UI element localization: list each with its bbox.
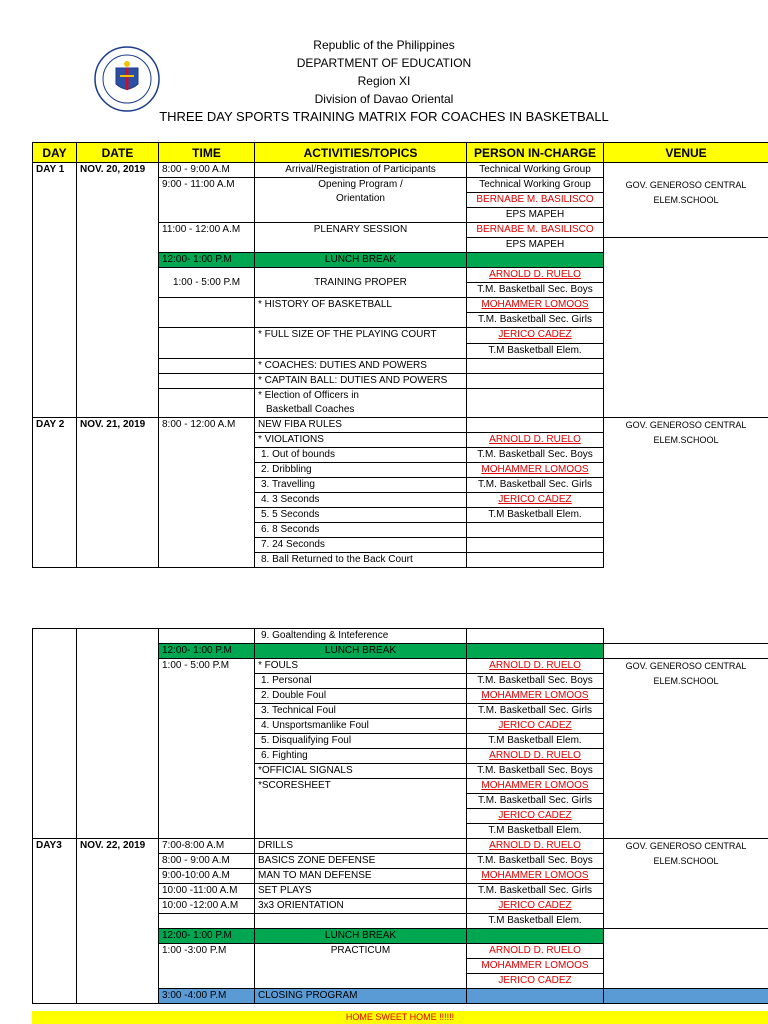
activity-cell (255, 914, 467, 929)
date-cell: NOV. 21, 2019 (77, 418, 159, 568)
time-cell: 7:00-8:00 A.M (159, 839, 255, 854)
region-line: Region XI (357, 74, 411, 88)
person-cell: T.M Basketball Elem. (467, 508, 604, 523)
person-cell (467, 989, 604, 1004)
activity-cell: 6. 8 Seconds (255, 523, 467, 538)
day-cell: DAY 2 (33, 418, 77, 568)
person-cell: BERNABE M. BASILISCO (467, 193, 604, 208)
activity-cell: 2. Double Foul (255, 689, 467, 704)
person-cell: T.M. Basketball Sec. Girls (467, 794, 604, 809)
person-cell: MOHAMMER LOMOOS (467, 298, 604, 313)
activity-cell: 3. Travelling (255, 478, 467, 493)
col-day: DAY (33, 143, 77, 163)
person-cell: T.M. Basketball Sec. Boys (467, 674, 604, 689)
day-cell (33, 629, 77, 839)
person-cell (467, 389, 604, 418)
table-row (33, 163, 768, 178)
activity-line: Opening Program / (318, 179, 403, 190)
time-cell: 12:00- 1:00 P.M (159, 253, 255, 268)
activity-cell: * CAPTAIN BALL: DUTIES AND POWERS (255, 374, 467, 389)
time-cell: 8:00 - 12:00 A.M (159, 418, 255, 568)
footer-banner: HOME SWEET HOME !!!!!! (32, 1011, 768, 1024)
time-cell (159, 328, 255, 359)
time-cell: 1:00 -3:00 P.M (159, 944, 255, 989)
person-cell: T.M. Basketball Sec. Boys (467, 854, 604, 869)
venue-cell (604, 839, 768, 929)
venue-line: ELEM.SCHOOL (653, 435, 719, 445)
activity-cell: SET PLAYS (255, 884, 467, 899)
document-header (0, 36, 768, 126)
person-cell: EPS MAPEH (467, 208, 604, 223)
venue-cell (604, 659, 768, 839)
activity-cell: 8. Ball Returned to the Back Court (255, 553, 467, 568)
person-cell (467, 523, 604, 538)
person-cell (467, 374, 604, 389)
activity-cell: *OFFICIAL SIGNALS (255, 764, 467, 779)
time-cell: 8:00 - 9:00 A.M (159, 854, 255, 869)
time-cell: 10:00 -11:00 A.M (159, 884, 255, 899)
person-cell: MOHAMMER LOMOOS (467, 463, 604, 478)
activity-cell: 6. Fighting (255, 749, 467, 764)
time-cell (159, 298, 255, 328)
venue-cell (604, 989, 768, 1004)
person-cell (467, 359, 604, 374)
training-matrix-table-page1 (32, 142, 768, 568)
person-cell: ARNOLD D. RUELO (467, 659, 604, 674)
time-cell: 10:00 -12:00 A.M (159, 899, 255, 914)
time-cell: 11:00 - 12:00 A.M (159, 223, 255, 253)
person-cell: MOHAMMER LOMOOS (467, 959, 604, 974)
venue-line: GOV. GENEROSO CENTRAL (625, 420, 747, 430)
venue-line: ELEM.SCHOOL (653, 676, 719, 686)
activity-cell: NEW FIBA RULES (255, 418, 467, 433)
venue-line: ELEM.SCHOOL (653, 194, 719, 205)
col-person: PERSON IN-CHARGE (467, 143, 604, 163)
person-cell: T.M. Basketball Sec. Girls (467, 704, 604, 719)
activity-cell: *SCORESHEET (255, 779, 467, 839)
time-cell: 8:00 - 9:00 A.M (159, 163, 255, 178)
document-title: THREE DAY SPORTS TRAINING MATRIX FOR COACHES IN BASKETBALL (159, 109, 609, 124)
activity-cell: TRAINING PROPER (255, 268, 467, 298)
activity-cell: 5. Disqualifying Foul (255, 734, 467, 749)
time-cell: 12:00- 1:00 P.M (159, 644, 255, 659)
activity-cell: 3x3 ORIENTATION (255, 899, 467, 914)
time-cell (159, 389, 255, 418)
activity-cell: 5. 5 Seconds (255, 508, 467, 523)
person-cell: Technical Working Group (467, 163, 604, 178)
table-row (33, 629, 768, 644)
activity-cell: 1. Personal (255, 674, 467, 689)
day-cell: DAY 1 (33, 163, 77, 418)
person-cell (467, 418, 604, 433)
activity-cell: 1. Out of bounds (255, 448, 467, 463)
person-cell: T.M. Basketball Sec. Boys (467, 283, 604, 298)
col-date: DATE (77, 143, 159, 163)
time-cell: 1:00 - 5:00 P.M (159, 659, 255, 839)
person-cell: ARNOLD D. RUELO (467, 268, 604, 283)
time-cell: 3:00 -4:00 P.M (159, 989, 255, 1004)
venue-line: GOV. GENEROSO CENTRAL (625, 841, 747, 851)
training-matrix-table-page2 (32, 628, 768, 1004)
person-cell: T.M. Basketball Sec. Girls (467, 478, 604, 493)
venue-line: GOV. GENEROSO CENTRAL (625, 179, 747, 190)
person-cell: JERICO CADEZ (467, 493, 604, 508)
time-cell: 9:00-10:00 A.M (159, 869, 255, 884)
person-cell: BERNABE M. BASILISCO (467, 223, 604, 238)
activity-cell: MAN TO MAN DEFENSE (255, 869, 467, 884)
republic-line: Republic of the Philippines (313, 38, 455, 52)
time-cell: 12:00- 1:00 P.M (159, 929, 255, 944)
activity-cell: PLENARY SESSION (255, 223, 467, 253)
person-cell: ARNOLD D. RUELO (467, 839, 604, 854)
person-cell: T.M Basketball Elem. (467, 734, 604, 749)
person-cell: MOHAMMER LOMOOS (467, 779, 604, 794)
department-line: DEPARTMENT OF EDUCATION (296, 56, 472, 70)
activity-cell: * VIOLATIONS (255, 433, 467, 448)
table-row (33, 839, 768, 854)
time-cell: 1:00 - 5:00 P.M (159, 268, 255, 298)
activity-cell: * FULL SIZE OF THE PLAYING COURT (255, 328, 467, 359)
activity-cell (255, 178, 467, 223)
person-cell: ARNOLD D. RUELO (467, 944, 604, 959)
person-cell: Technical Working Group (467, 178, 604, 193)
activity-cell: 2. Dribbling (255, 463, 467, 478)
activity-cell: BASICS ZONE DEFENSE (255, 854, 467, 869)
person-cell (467, 553, 604, 568)
activity-cell: * HISTORY OF BASKETBALL (255, 298, 467, 328)
person-cell: ARNOLD D. RUELO (467, 433, 604, 448)
person-cell: T.M Basketball Elem. (467, 914, 604, 929)
activity-cell: DRILLS (255, 839, 467, 854)
person-cell: JERICO CADEZ (467, 719, 604, 734)
person-cell (467, 629, 604, 644)
activity-cell: * COACHES: DUTIES AND POWERS (255, 359, 467, 374)
venue-line: ELEM.SCHOOL (653, 856, 719, 866)
person-cell: T.M. Basketball Sec. Girls (467, 313, 604, 328)
activity-line: * Election of Officers in (258, 390, 359, 401)
person-cell: JERICO CADEZ (467, 328, 604, 344)
time-cell (159, 359, 255, 374)
activity-cell: 3. Technical Foul (255, 704, 467, 719)
col-venue: VENUE (604, 143, 768, 163)
time-cell: 9:00 - 11:00 A.M (159, 178, 255, 223)
person-cell: MOHAMMER LOMOOS (467, 689, 604, 704)
venue-cell (604, 178, 768, 238)
person-cell: JERICO CADEZ (467, 809, 604, 824)
person-cell: MOHAMMER LOMOOS (467, 869, 604, 884)
activity-cell: 9. Goaltending & Inteference (255, 629, 467, 644)
person-cell: EPS MAPEH (467, 238, 604, 253)
activity-cell: LUNCH BREAK (255, 253, 467, 268)
activity-cell: 4. Unsportsmanlike Foul (255, 719, 467, 734)
person-cell: ARNOLD D. RUELO (467, 749, 604, 764)
activity-cell: CLOSING PROGRAM (255, 989, 467, 1004)
col-activities: ACTIVITIES/TOPICS (255, 143, 467, 163)
venue-cell (604, 418, 768, 568)
date-cell: NOV. 22, 2019 (77, 839, 159, 1004)
time-cell (159, 914, 255, 929)
activity-line: Orientation (336, 193, 385, 204)
table-header-row (33, 143, 768, 163)
table-row (33, 418, 768, 433)
date-cell (77, 629, 159, 839)
time-cell (159, 629, 255, 644)
person-cell: JERICO CADEZ (467, 899, 604, 914)
person-cell: T.M. Basketball Sec. Boys (467, 448, 604, 463)
division-line: Division of Davao Oriental (314, 92, 454, 106)
col-time: TIME (159, 143, 255, 163)
venue-cell (604, 163, 768, 178)
date-cell: NOV. 20, 2019 (77, 163, 159, 418)
person-cell: T.M Basketball Elem. (467, 824, 604, 839)
venue-cell (604, 629, 768, 644)
activity-cell: LUNCH BREAK (255, 929, 467, 944)
person-cell (467, 644, 604, 659)
activity-cell: Arrival/Registration of Participants (255, 163, 467, 178)
person-cell (467, 929, 604, 944)
time-cell (159, 374, 255, 389)
day-cell: DAY3 (33, 839, 77, 1004)
activity-cell (255, 389, 467, 418)
venue-cell (604, 644, 768, 659)
venue-cell (604, 929, 768, 989)
venue-cell (604, 238, 768, 418)
person-cell: T.M. Basketball Sec. Girls (467, 884, 604, 899)
activity-cell: LUNCH BREAK (255, 644, 467, 659)
person-cell (467, 253, 604, 268)
activity-line: Basketball Coaches (266, 404, 355, 415)
person-cell: T.M Basketball Elem. (467, 343, 604, 359)
activity-cell: PRACTICUM (255, 944, 467, 989)
person-cell: JERICO CADEZ (467, 974, 604, 989)
activity-cell: 7. 24 Seconds (255, 538, 467, 553)
activity-cell: * FOULS (255, 659, 467, 674)
person-cell: T.M. Basketball Sec. Boys (467, 764, 604, 779)
activity-cell: 4. 3 Seconds (255, 493, 467, 508)
person-cell (467, 538, 604, 553)
venue-line: GOV. GENEROSO CENTRAL (625, 661, 747, 671)
